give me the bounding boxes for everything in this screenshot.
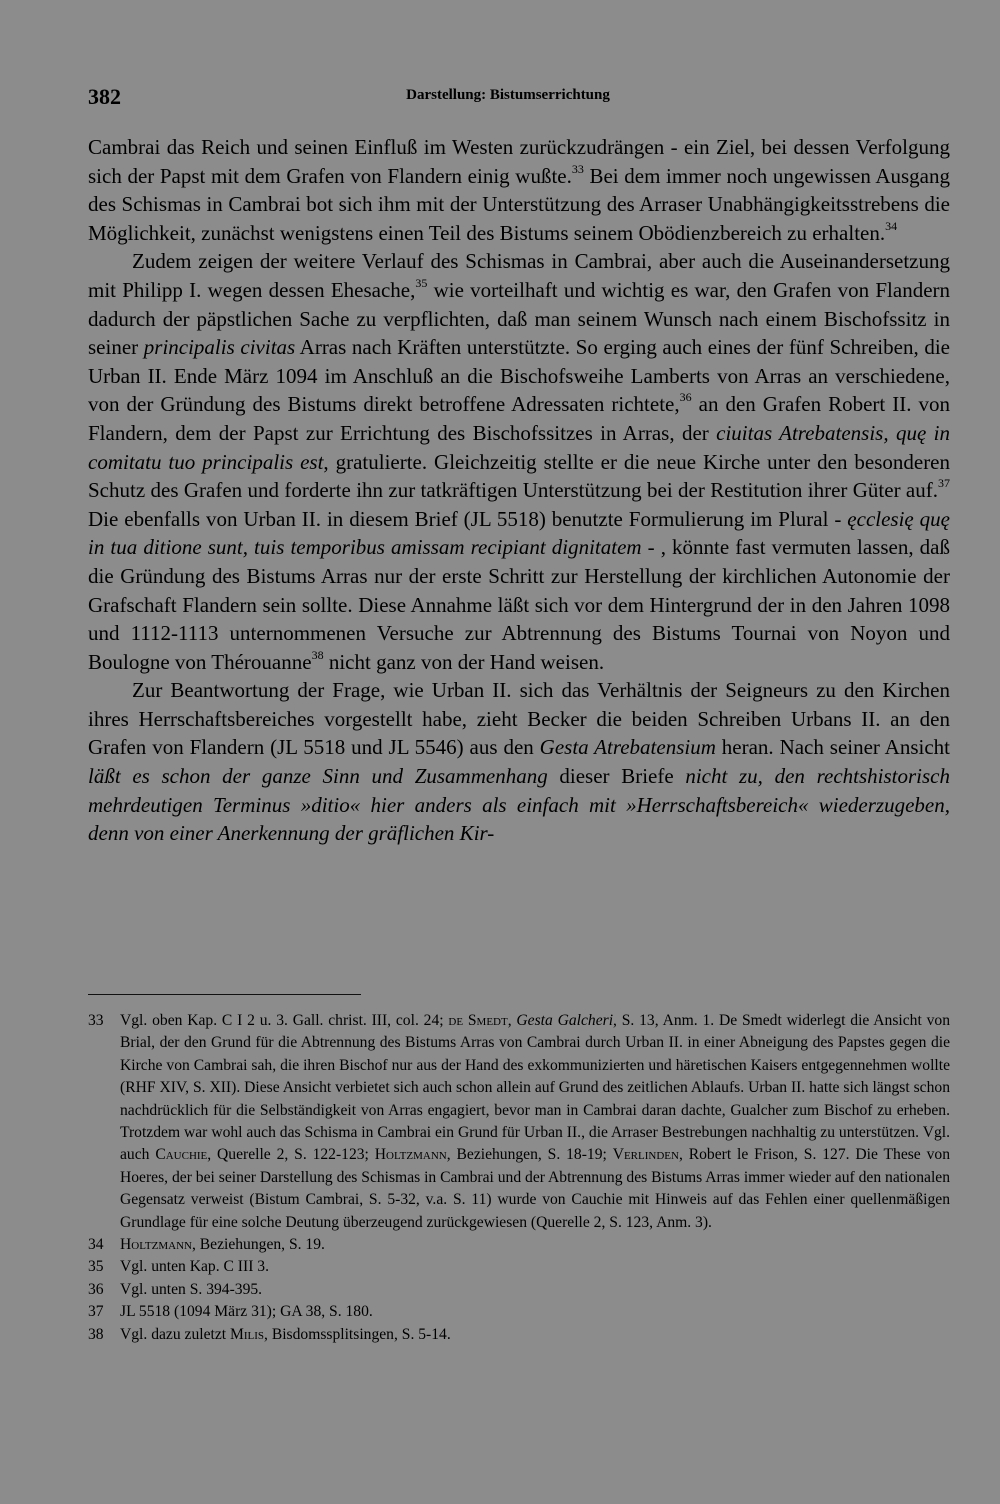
running-head: Darstellung: Bistumserrichtung (406, 87, 610, 103)
footnote-ref-34: 34 (885, 218, 898, 233)
page-number: 382 (88, 84, 121, 109)
footnote-number: 35 (88, 1258, 104, 1276)
paragraph-1 (88, 133, 950, 247)
text-span: Zudem zeigen der weitere Verlauf des Schismas in Cambrai, aber auch die Auseinandersetzung mit Philipp I. wegen dessen Ehesache, (88, 249, 950, 302)
footnote-ref-38: 38 (311, 647, 324, 662)
text-span: dieser Briefe (547, 764, 686, 789)
footnote-number: 33 (88, 1012, 104, 1029)
text-span: , Beziehungen, S. 19. (191, 1236, 325, 1254)
text-span: Zur Beantwortung der Frage, wie Urban II. sich das Verhältnis der Seigneurs zu den Kirchen ihres Herrschaftsbereiches vorgestellt habe, zieht Becker die beiden Schreiben Urbans II. an den Grafen von Flandern (JL 5518 und JL 5546) aus den (88, 678, 950, 760)
title-italic: Gesta Galcheri (516, 1012, 614, 1029)
footnote-35 (88, 1256, 950, 1278)
main-text (88, 133, 950, 848)
footnote-text (120, 1010, 950, 1234)
text-span: , gratulierte. Gleichzeitig stellte er die neue Kirche unter den besonderen Schutz des Grafen und forderte ihn zur tatkräftigen Unterstützung bei der Restitution ihrer Güter auf. (88, 449, 951, 503)
footnote-number: 34 (88, 1236, 104, 1254)
footnote-33 (88, 1010, 950, 1234)
text-span: Bei dem immer noch ungewissen Ausgang des Schismas in Cambrai bot sich ihm mit der Unterstützung des Arraser Unabhängigkeitsstrebens die Möglichkeit, zunächst wenigstens einen Teil des Bistums seinem Obödienzbereich zu erhalten. (88, 163, 950, 245)
text-span: - , könnte fast vermuten lassen, daß die Gründung des Bistums Arras nur der erste Schritt zur Herstellung der kirchlichen Autonomie der Grafschaft Flandern sein sollte. Diese Annahme läßt sich vor dem Hintergrund der in den Jahren 1098 und 1112-1113 unternommenen Versuche zur Abtrennung des Bistums Tournai von Noyon und Boulogne von Thérouanne (88, 535, 950, 674)
text-span: , S. 13, Anm. 1. De Smedt widerlegt die Ansicht von Brial, der den Grund für die Abtrennung des Bistums Arras von Cambrai durch Urban II. in einer Abneigung des Papstes gegen die Kirche von Cambrai sah, die ihren Bischof nur aus der Hand des exkommunizierten und häretischen Kaisers entgegennehmen wollte (RHF XIV, S. XII). Diese Ansicht verbietet sich auch schon allein auf Grund des zeitlichen Ablaufs. Urban II. hatte sich längst schon nachdrücklich für die Selbständigkeit von Arras engagiert, bevor man in Cambrai daran dachte, Gualcher zum Bischof zu erheben. Trotzdem war wohl auch das Schisma in Cambrai ein Grund für Urban II., die Arraser Bestrebungen nachhaltig zu unterstützen. Vgl. auch (120, 1012, 951, 1164)
author-name: Verlinden (612, 1146, 679, 1164)
quote-italic: nicht zu, den rechtshistorisch mehrdeutigen Terminus »ditio« hier anders als einfach mit »Herrschaftsbereich« wiederzugeben, denn von einer Anerkennung der gräflichen Kir- (88, 764, 950, 846)
footnote-text: JL 5518 (1094 März 31); GA 38, S. 180. (120, 1303, 373, 1321)
footnote-number: 37 (88, 1303, 104, 1321)
text-span: Vgl. dazu zuletzt (120, 1325, 230, 1343)
footnote-text (120, 1234, 950, 1256)
text-span: Arras nach Kräften unterstützte. So erging auch eines der fünf Schreiben, die Urban II. Ende März 1094 im Anschluß an die Bischofsweihe Lamberts von Arras an verschiedene, von der Gründung des Bistums direkt betroffene Adressaten richtete, (88, 335, 950, 417)
text-span: nicht ganz von der Hand weisen. (323, 649, 605, 674)
paragraph-3 (88, 676, 950, 848)
latin-quote: principalis civitas (143, 335, 296, 360)
text-span: , Bisdomssplitsingen, S. 5-14. (264, 1325, 451, 1343)
author-name: Milis (229, 1325, 265, 1343)
footnote-37 (88, 1301, 950, 1323)
footnote-ref-35: 35 (415, 275, 428, 290)
author-name: Holtzmann (374, 1146, 447, 1164)
page-header (88, 84, 952, 116)
text-span: Vgl. oben Kap. C I 2 u. 3. Gall. christ. III, col. 24; (120, 1012, 449, 1029)
footnote-number: 36 (88, 1280, 104, 1298)
text-span: , Querelle 2, S. 122-123; (207, 1146, 375, 1164)
footnote-ref-37: 37 (938, 476, 950, 491)
footnote-ref-33: 33 (571, 161, 584, 176)
latin-quote: ciuitas Atrebatensis, quę in comitatu tuo principalis est (88, 420, 950, 474)
text-span: Cambrai das Reich und seinen Einfluß im Westen zurückzudrängen - ein Ziel, bei dessen Verfolgung sich der Papst mit dem Grafen von Flandern einig wußte. (88, 135, 950, 188)
footnote-36 (88, 1279, 950, 1301)
title-italic: Gesta Atrebatensium (539, 735, 716, 760)
text-span: an den Grafen Robert II. von Flandern, dem der Papst zur Errichtung des Bischofssitzes in Arras, der (88, 392, 950, 445)
footnote-ref-36: 36 (679, 390, 692, 405)
paragraph-2 (88, 247, 950, 676)
text-span: Die ebenfalls von Urban II. in diesem Brief (JL 5518) benutzte Formulierung im Plural - (88, 506, 848, 531)
text-span: , Beziehungen, S. 18-19; (446, 1146, 613, 1164)
quote-italic: läßt es schon der ganze Sinn und Zusammenhang (88, 764, 548, 789)
text-span: wie vorteilhaft und wichtig es war, den Grafen von Flandern dadurch der päpstlichen Sache zu verpflichten, daß man seinem Wunsch nach einem Bischofssitz in seiner (88, 277, 951, 360)
author-name: Holtzmann (120, 1236, 192, 1254)
author-name: de Smedt (448, 1012, 508, 1029)
footnotes (88, 1010, 950, 1346)
text-span: , (507, 1012, 517, 1029)
footnote-text: Vgl. unten S. 394-395. (120, 1280, 263, 1298)
footnote-number: 38 (88, 1325, 104, 1343)
footnote-34 (88, 1234, 950, 1256)
author-name: Cauchie (155, 1146, 208, 1164)
latin-quote: ęcclesię quę in tua ditione sunt, tuis temporibus amissam recipiant dignitatem (88, 506, 950, 560)
footnote-text: Vgl. unten Kap. C III 3. (120, 1258, 269, 1276)
footnote-separator (88, 994, 361, 995)
footnote-38 (88, 1324, 950, 1346)
text-span: heran. Nach seiner Ansicht (715, 735, 950, 760)
footnote-text (120, 1324, 950, 1346)
text-span: , Robert le Frison, S. 127. Die These von Hoeres, der bei seiner Darstellung des Schismas in Cambrai und der Abtrennung des Bistums Arras immer wieder auf den nationalen Gegensatz verweist (Bistum Cambrai, S. 5-32, v.a. S. 11) wurde von Cauchie mit Hinweis auf das Fehlen einer quellenmäßigen Grundlage für eine solche Deutung überzeugend zurückgewiesen (Querelle 2, S. 123, Anm. 3). (120, 1146, 950, 1231)
